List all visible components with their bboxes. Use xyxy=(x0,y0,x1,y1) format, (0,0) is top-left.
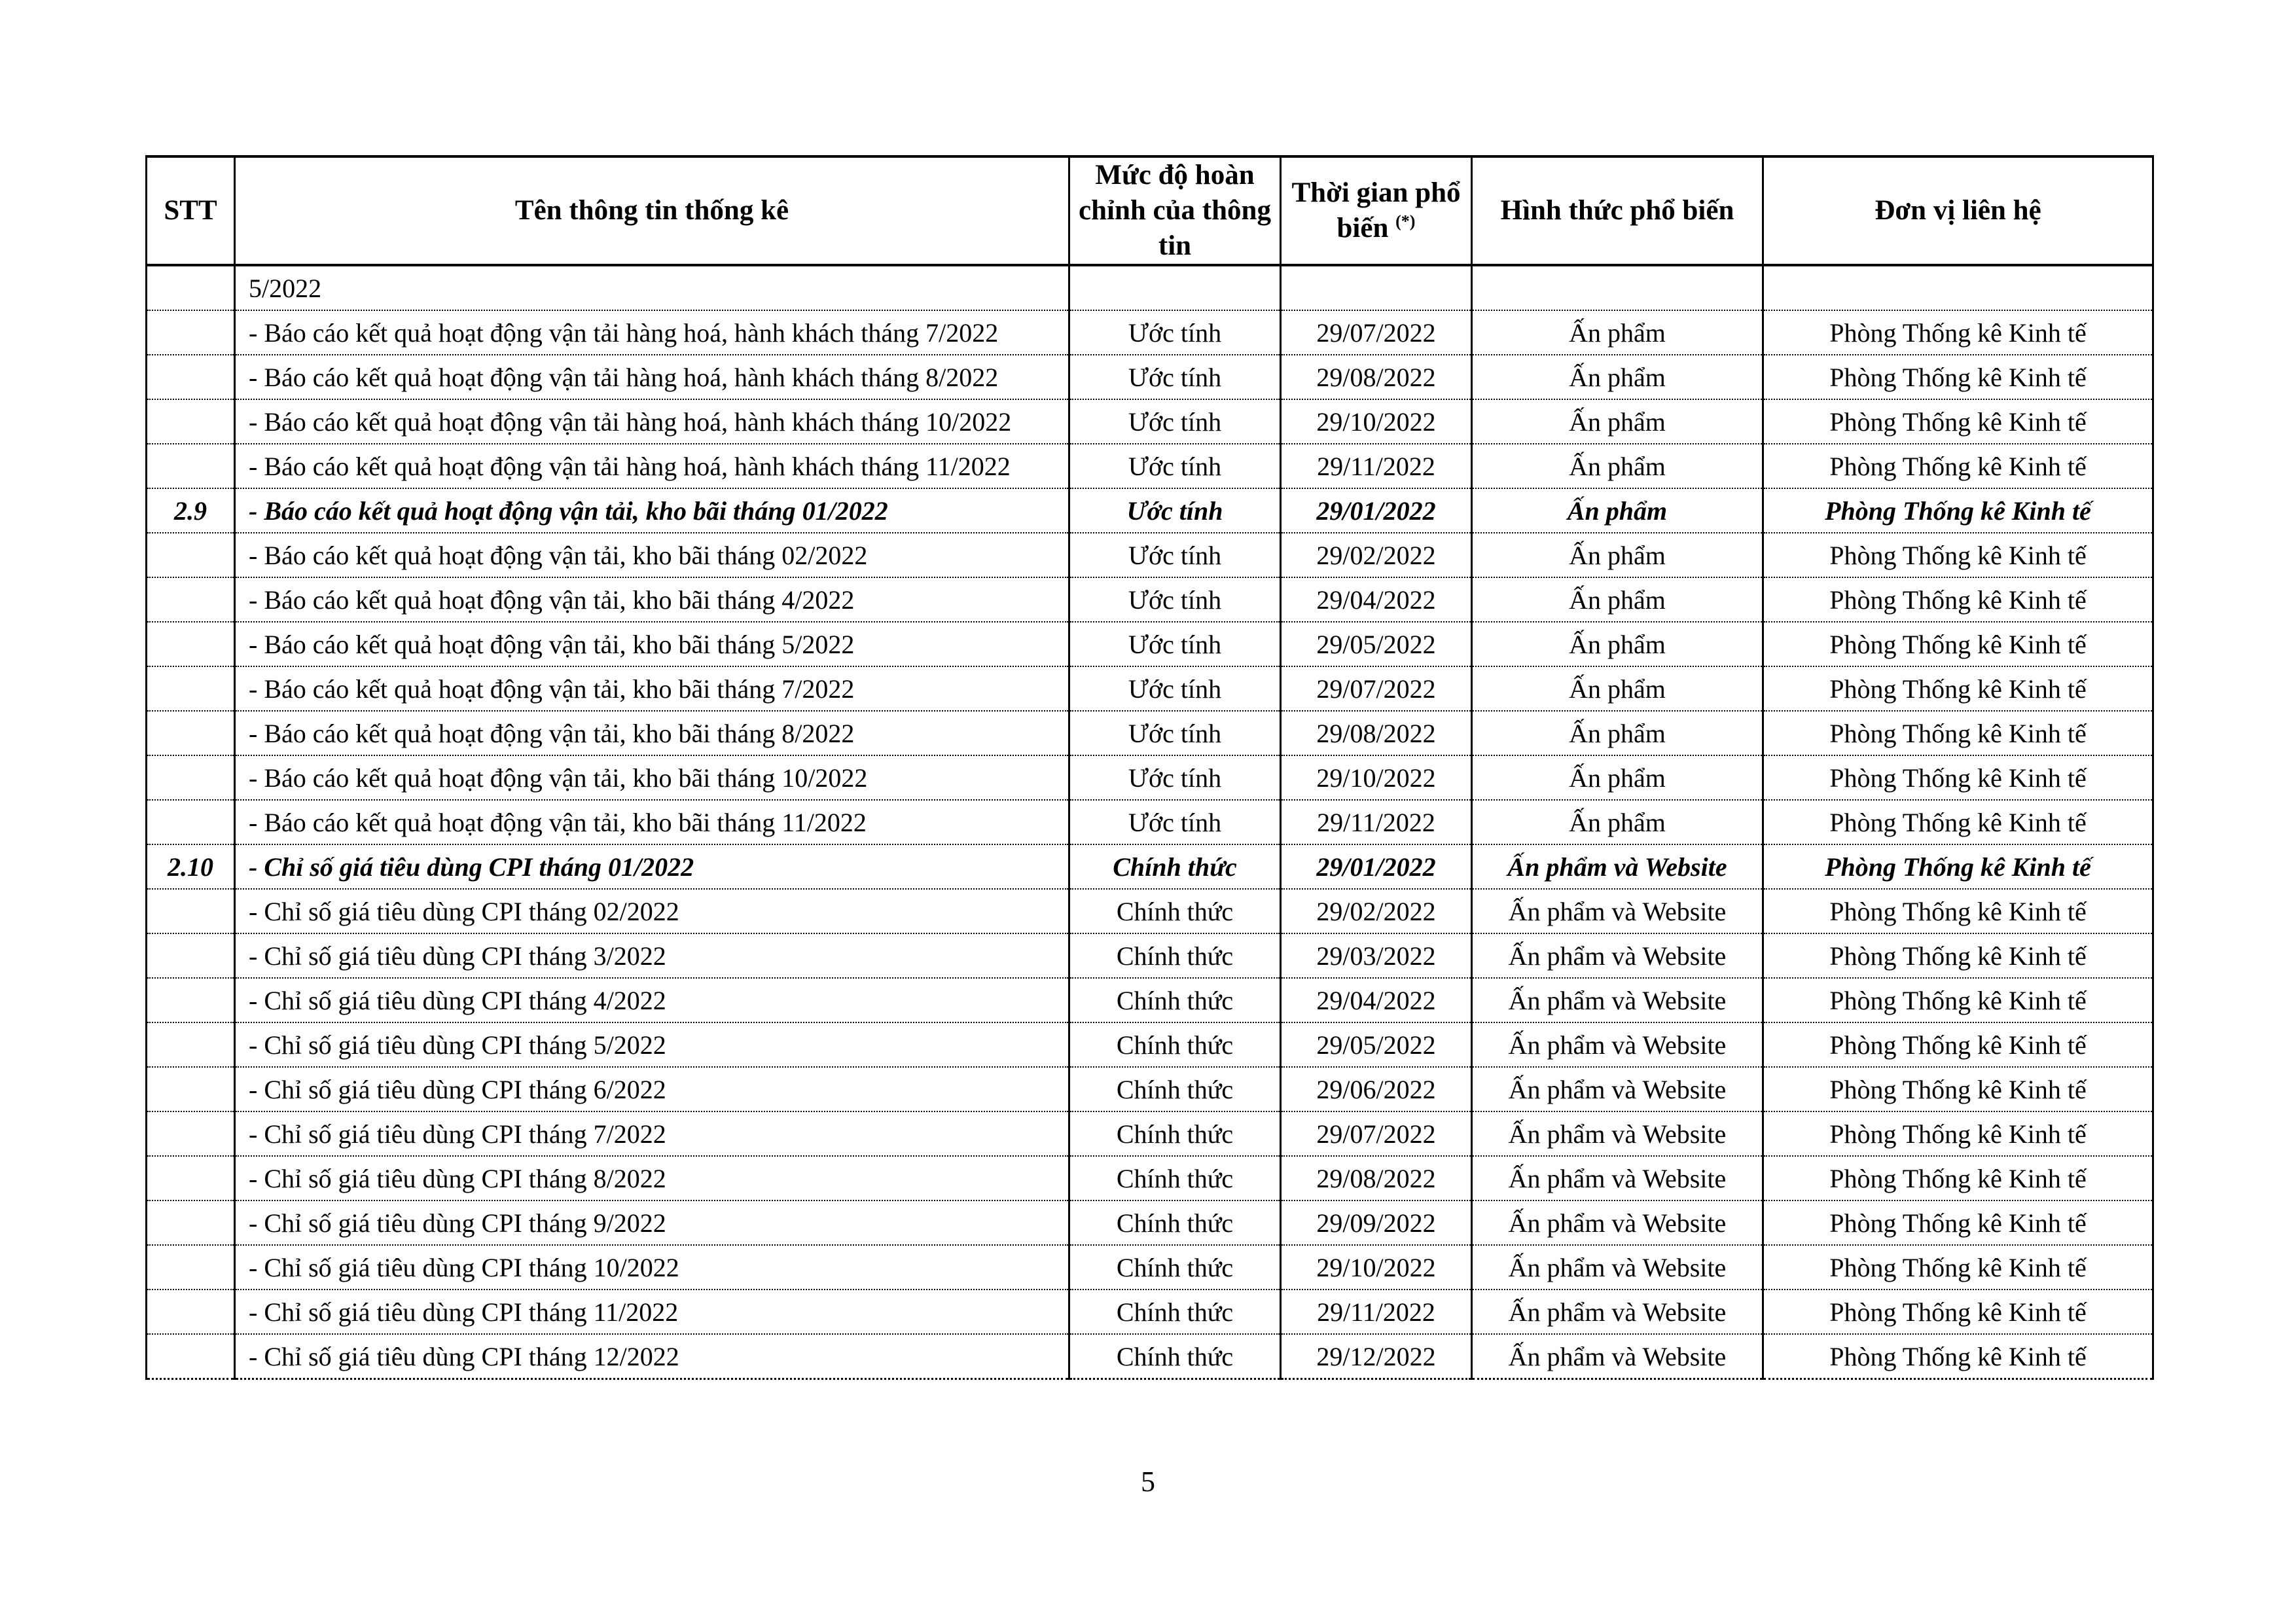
cell-completeness: Ước tính xyxy=(1069,577,1281,622)
table-row xyxy=(147,399,2153,444)
cell-form: Ấn phẩm xyxy=(1472,711,1763,755)
header-form xyxy=(1472,156,1763,265)
table-row xyxy=(147,1156,2153,1200)
cell-form: Ấn phẩm và Website xyxy=(1472,933,1763,978)
cell-form: Ấn phẩm và Website xyxy=(1472,1290,1763,1334)
cell-form: Ấn phẩm và Website xyxy=(1472,1111,1763,1156)
cell-stt xyxy=(147,533,235,577)
cell-stt xyxy=(147,666,235,711)
cell-name: - Báo cáo kết quả hoạt động vận tải hàng hoá, hành khách tháng 10/2022 xyxy=(235,399,1069,444)
cell-completeness: Ước tính xyxy=(1069,711,1281,755)
cell-form: Ấn phẩm xyxy=(1472,310,1763,355)
cell-completeness: Chính thức xyxy=(1069,889,1281,933)
cell-stt xyxy=(147,622,235,666)
cell-completeness: Ước tính xyxy=(1069,444,1281,488)
cell-form: Ấn phẩm xyxy=(1472,355,1763,399)
table-header xyxy=(147,156,2153,265)
cell-stt xyxy=(147,711,235,755)
cell-stt xyxy=(147,1334,235,1379)
header-completeness-label: Mức độ hoàn chỉnh của thông tin xyxy=(1079,160,1271,261)
cell-time: 29/02/2022 xyxy=(1281,533,1472,577)
cell-form: Ấn phẩm xyxy=(1472,444,1763,488)
cell-time: 29/05/2022 xyxy=(1281,1022,1472,1067)
cell-completeness: Chính thức xyxy=(1069,844,1281,889)
cell-unit: Phòng Thống kê Kinh tế xyxy=(1763,755,2153,800)
cell-stt xyxy=(147,1200,235,1245)
cell-time: 29/12/2022 xyxy=(1281,1334,1472,1379)
table-row xyxy=(147,1200,2153,1245)
cell-form: Ấn phẩm và Website xyxy=(1472,1245,1763,1290)
cell-time: 29/08/2022 xyxy=(1281,355,1472,399)
cell-unit: Phòng Thống kê Kinh tế xyxy=(1763,355,2153,399)
header-completeness xyxy=(1069,156,1281,265)
cell-form: Ấn phẩm và Website xyxy=(1472,844,1763,889)
cell-name: - Báo cáo kết quả hoạt động vận tải hàng hoá, hành khách tháng 8/2022 xyxy=(235,355,1069,399)
table-row xyxy=(147,1334,2153,1379)
cell-name: 5/2022 xyxy=(235,265,1069,310)
cell-unit: Phòng Thống kê Kinh tế xyxy=(1763,1200,2153,1245)
cell-time: 29/07/2022 xyxy=(1281,310,1472,355)
cell-name: - Chỉ số giá tiêu dùng CPI tháng 7/2022 xyxy=(235,1111,1069,1156)
cell-name: - Báo cáo kết quả hoạt động vận tải, kho bãi tháng 7/2022 xyxy=(235,666,1069,711)
cell-stt xyxy=(147,444,235,488)
cell-stt xyxy=(147,265,235,310)
cell-unit: Phòng Thống kê Kinh tế xyxy=(1763,577,2153,622)
cell-form: Ấn phẩm xyxy=(1472,755,1763,800)
cell-time: 29/07/2022 xyxy=(1281,666,1472,711)
cell-time: 29/04/2022 xyxy=(1281,577,1472,622)
cell-unit: Phòng Thống kê Kinh tế xyxy=(1763,800,2153,844)
table-row xyxy=(147,577,2153,622)
cell-stt xyxy=(147,978,235,1022)
header-unit xyxy=(1763,156,2153,265)
header-stt-label: STT xyxy=(164,195,217,226)
header-form-label: Hình thức phổ biến xyxy=(1500,195,1734,226)
table-row xyxy=(147,533,2153,577)
cell-completeness: Ước tính xyxy=(1069,399,1281,444)
cell-name: - Chỉ số giá tiêu dùng CPI tháng 6/2022 xyxy=(235,1067,1069,1111)
cell-completeness: Ước tính xyxy=(1069,622,1281,666)
cell-stt xyxy=(147,1156,235,1200)
cell-stt xyxy=(147,889,235,933)
cell-form: Ấn phẩm và Website xyxy=(1472,1200,1763,1245)
statistics-table xyxy=(145,155,2154,1380)
table-row xyxy=(147,488,2153,533)
cell-name: - Báo cáo kết quả hoạt động vận tải hàng hoá, hành khách tháng 11/2022 xyxy=(235,444,1069,488)
header-time-footnote-marker: (*) xyxy=(1395,211,1416,231)
cell-name: - Báo cáo kết quả hoạt động vận tải, kho bãi tháng 11/2022 xyxy=(235,800,1069,844)
cell-time: 29/06/2022 xyxy=(1281,1067,1472,1111)
cell-stt xyxy=(147,1067,235,1111)
table-row xyxy=(147,800,2153,844)
table-row xyxy=(147,666,2153,711)
cell-time: 29/07/2022 xyxy=(1281,1111,1472,1156)
cell-name: - Báo cáo kết quả hoạt động vận tải, kho bãi tháng 02/2022 xyxy=(235,533,1069,577)
cell-stt xyxy=(147,310,235,355)
cell-name: - Báo cáo kết quả hoạt động vận tải, kho bãi tháng 01/2022 xyxy=(235,488,1069,533)
cell-completeness: Chính thức xyxy=(1069,1156,1281,1200)
cell-unit: Phòng Thống kê Kinh tế xyxy=(1763,666,2153,711)
cell-completeness: Ước tính xyxy=(1069,355,1281,399)
cell-time: 29/01/2022 xyxy=(1281,488,1472,533)
cell-name: - Báo cáo kết quả hoạt động vận tải hàng hoá, hành khách tháng 7/2022 xyxy=(235,310,1069,355)
cell-name: - Chỉ số giá tiêu dùng CPI tháng 10/2022 xyxy=(235,1245,1069,1290)
table-row xyxy=(147,622,2153,666)
cell-name: - Chỉ số giá tiêu dùng CPI tháng 9/2022 xyxy=(235,1200,1069,1245)
table-row xyxy=(147,933,2153,978)
header-name-label: Tên thông tin thống kê xyxy=(514,195,789,226)
cell-form: Ấn phẩm và Website xyxy=(1472,978,1763,1022)
table-row xyxy=(147,889,2153,933)
cell-time: 29/10/2022 xyxy=(1281,755,1472,800)
cell-unit: Phòng Thống kê Kinh tế xyxy=(1763,1022,2153,1067)
cell-time: 29/03/2022 xyxy=(1281,933,1472,978)
cell-time: 29/08/2022 xyxy=(1281,1156,1472,1200)
table-row xyxy=(147,844,2153,889)
header-time xyxy=(1281,156,1472,265)
cell-unit: Phòng Thống kê Kinh tế xyxy=(1763,844,2153,889)
cell-completeness: Ước tính xyxy=(1069,488,1281,533)
cell-form: Ấn phẩm xyxy=(1472,488,1763,533)
cell-completeness: Chính thức xyxy=(1069,1067,1281,1111)
cell-form: Ấn phẩm và Website xyxy=(1472,1022,1763,1067)
cell-unit: Phòng Thống kê Kinh tế xyxy=(1763,1111,2153,1156)
cell-completeness xyxy=(1069,265,1281,310)
cell-name: - Chỉ số giá tiêu dùng CPI tháng 8/2022 xyxy=(235,1156,1069,1200)
cell-form: Ấn phẩm xyxy=(1472,533,1763,577)
cell-stt xyxy=(147,755,235,800)
cell-completeness: Chính thức xyxy=(1069,1290,1281,1334)
table-row xyxy=(147,265,2153,310)
cell-form: Ấn phẩm và Website xyxy=(1472,1067,1763,1111)
cell-unit xyxy=(1763,265,2153,310)
cell-unit: Phòng Thống kê Kinh tế xyxy=(1763,488,2153,533)
cell-stt xyxy=(147,1111,235,1156)
cell-completeness: Chính thức xyxy=(1069,1245,1281,1290)
table-row xyxy=(147,1245,2153,1290)
table-row xyxy=(147,1022,2153,1067)
cell-stt xyxy=(147,355,235,399)
cell-completeness: Ước tính xyxy=(1069,755,1281,800)
cell-form: Ấn phẩm xyxy=(1472,622,1763,666)
header-row xyxy=(147,156,2153,265)
cell-name: - Chỉ số giá tiêu dùng CPI tháng 4/2022 xyxy=(235,978,1069,1022)
cell-unit: Phòng Thống kê Kinh tế xyxy=(1763,1334,2153,1379)
cell-stt: 2.10 xyxy=(147,844,235,889)
table-row xyxy=(147,978,2153,1022)
cell-name: - Báo cáo kết quả hoạt động vận tải, kho bãi tháng 5/2022 xyxy=(235,622,1069,666)
cell-form: Ấn phẩm xyxy=(1472,399,1763,444)
cell-form: Ấn phẩm và Website xyxy=(1472,889,1763,933)
cell-completeness: Chính thức xyxy=(1069,933,1281,978)
cell-unit: Phòng Thống kê Kinh tế xyxy=(1763,533,2153,577)
table-row xyxy=(147,1290,2153,1334)
table-row xyxy=(147,1067,2153,1111)
cell-unit: Phòng Thống kê Kinh tế xyxy=(1763,1290,2153,1334)
cell-unit: Phòng Thống kê Kinh tế xyxy=(1763,889,2153,933)
cell-completeness: Ước tính xyxy=(1069,800,1281,844)
cell-completeness: Ước tính xyxy=(1069,666,1281,711)
cell-form: Ấn phẩm xyxy=(1472,800,1763,844)
cell-completeness: Chính thức xyxy=(1069,978,1281,1022)
cell-stt xyxy=(147,1290,235,1334)
cell-stt xyxy=(147,1245,235,1290)
cell-name: - Báo cáo kết quả hoạt động vận tải, kho bãi tháng 10/2022 xyxy=(235,755,1069,800)
cell-unit: Phòng Thống kê Kinh tế xyxy=(1763,1156,2153,1200)
cell-stt xyxy=(147,577,235,622)
cell-form xyxy=(1472,265,1763,310)
table-row xyxy=(147,1111,2153,1156)
header-unit-label: Đơn vị liên hệ xyxy=(1874,195,2041,226)
table-row xyxy=(147,444,2153,488)
cell-name: - Chỉ số giá tiêu dùng CPI tháng 02/2022 xyxy=(235,889,1069,933)
page-number: 5 xyxy=(1141,1466,1155,1498)
cell-completeness: Ước tính xyxy=(1069,533,1281,577)
cell-form: Ấn phẩm xyxy=(1472,577,1763,622)
cell-name: - Chỉ số giá tiêu dùng CPI tháng 01/2022 xyxy=(235,844,1069,889)
cell-time: 29/11/2022 xyxy=(1281,800,1472,844)
cell-stt xyxy=(147,933,235,978)
cell-time: 29/11/2022 xyxy=(1281,444,1472,488)
table-row xyxy=(147,755,2153,800)
cell-stt xyxy=(147,1022,235,1067)
cell-time: 29/04/2022 xyxy=(1281,978,1472,1022)
cell-stt: 2.9 xyxy=(147,488,235,533)
cell-completeness: Chính thức xyxy=(1069,1022,1281,1067)
cell-time: 29/10/2022 xyxy=(1281,399,1472,444)
cell-form: Ấn phẩm xyxy=(1472,666,1763,711)
cell-unit: Phòng Thống kê Kinh tế xyxy=(1763,933,2153,978)
header-stt xyxy=(147,156,235,265)
cell-time: 29/10/2022 xyxy=(1281,1245,1472,1290)
cell-unit: Phòng Thống kê Kinh tế xyxy=(1763,399,2153,444)
cell-name: - Chỉ số giá tiêu dùng CPI tháng 12/2022 xyxy=(235,1334,1069,1379)
cell-completeness: Chính thức xyxy=(1069,1334,1281,1379)
cell-time xyxy=(1281,265,1472,310)
cell-completeness: Ước tính xyxy=(1069,310,1281,355)
cell-unit: Phòng Thống kê Kinh tế xyxy=(1763,978,2153,1022)
table-row xyxy=(147,355,2153,399)
cell-form: Ấn phẩm và Website xyxy=(1472,1156,1763,1200)
cell-unit: Phòng Thống kê Kinh tế xyxy=(1763,310,2153,355)
cell-unit: Phòng Thống kê Kinh tế xyxy=(1763,1067,2153,1111)
cell-name: - Chỉ số giá tiêu dùng CPI tháng 5/2022 xyxy=(235,1022,1069,1067)
table-row xyxy=(147,310,2153,355)
header-name xyxy=(235,156,1069,265)
cell-stt xyxy=(147,800,235,844)
cell-time: 29/11/2022 xyxy=(1281,1290,1472,1334)
cell-time: 29/08/2022 xyxy=(1281,711,1472,755)
cell-completeness: Chính thức xyxy=(1069,1200,1281,1245)
cell-name: - Báo cáo kết quả hoạt động vận tải, kho bãi tháng 4/2022 xyxy=(235,577,1069,622)
cell-unit: Phòng Thống kê Kinh tế xyxy=(1763,444,2153,488)
cell-name: - Chỉ số giá tiêu dùng CPI tháng 3/2022 xyxy=(235,933,1069,978)
cell-time: 29/09/2022 xyxy=(1281,1200,1472,1245)
table-row xyxy=(147,711,2153,755)
cell-name: - Chỉ số giá tiêu dùng CPI tháng 11/2022 xyxy=(235,1290,1069,1334)
cell-unit: Phòng Thống kê Kinh tế xyxy=(1763,1245,2153,1290)
cell-time: 29/02/2022 xyxy=(1281,889,1472,933)
table-body xyxy=(147,265,2153,1379)
cell-time: 29/01/2022 xyxy=(1281,844,1472,889)
cell-time: 29/05/2022 xyxy=(1281,622,1472,666)
cell-name: - Báo cáo kết quả hoạt động vận tải, kho bãi tháng 8/2022 xyxy=(235,711,1069,755)
cell-unit: Phòng Thống kê Kinh tế xyxy=(1763,622,2153,666)
cell-form: Ấn phẩm và Website xyxy=(1472,1334,1763,1379)
cell-stt xyxy=(147,399,235,444)
header-time-label: Thời gian phổ biến xyxy=(1291,177,1461,244)
cell-completeness: Chính thức xyxy=(1069,1111,1281,1156)
cell-unit: Phòng Thống kê Kinh tế xyxy=(1763,711,2153,755)
